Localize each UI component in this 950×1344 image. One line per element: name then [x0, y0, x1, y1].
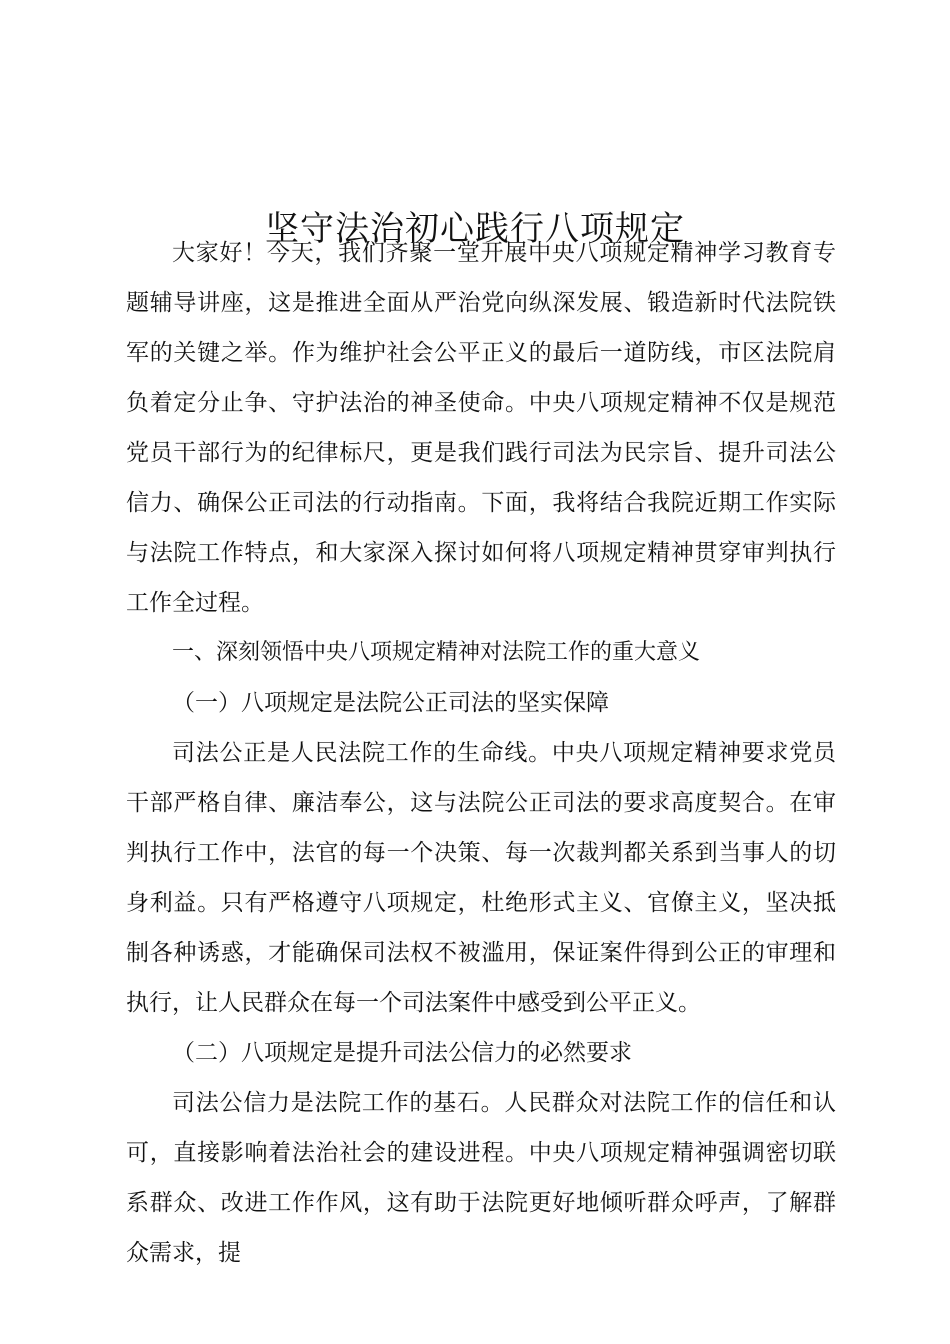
subsection-heading-1: （一）八项规定是法院公正司法的坚实保障 [172, 690, 609, 716]
subsection-paragraph-2: 司法公信力是法院工作的基石。人民群众对法院工作的信任和认可，直接影响着法治社会的建设进程。中央八项规定精神强调密切联系群众、改进工作作风，这有助于法院更好地倾听群众呼声，了解群众需求，提 [126, 1090, 836, 1266]
subsection-paragraph-1: 司法公正是人民法院工作的生命线。中央八项规定精神要求党员干部严格自律、廉洁奉公，这与法院公正司法的要求高度契合。在审判执行工作中，法官的每一个决策、每一次裁判都关系到当事人的切身利益。只有严格遵守八项规定，杜绝形式主义、官僚主义，坚决抵制各种诱惑，才能确保司法权不被滥用，保证案件得到公正的审理和执行，让人民群众在每一个司法案件中感受到公平正义。 [126, 740, 836, 1016]
document-body [126, 228, 836, 1278]
subsection-heading-2: （二）八项规定是提升司法公信力的必然要求 [172, 1040, 632, 1066]
section-heading-1: 一、深刻领悟中央八项规定精神对法院工作的重大意义 [172, 640, 701, 665]
intro-paragraph: 大家好！今天，我们齐聚一堂开展中央八项规定精神学习教育专题辅导讲座，这是推进全面从严治党向纵深发展、锻造新时代法院铁军的关键之举。作为维护社会公平正义的最后一道防线，市区法院肩负着定分止争、守护法治的神圣使命。中央八项规定精神不仅是规范党员干部行为的纪律标尺，更是我们践行司法为民宗旨、提升司法公信力、确保公正司法的行动指南。下面，我将结合我院近期工作实际与法院工作特点，和大家深入探讨如何将八项规定精神贯穿审判执行工作全过程。 [126, 240, 836, 616]
document-title: 坚守法治初心践行八项规定 [265, 208, 685, 249]
